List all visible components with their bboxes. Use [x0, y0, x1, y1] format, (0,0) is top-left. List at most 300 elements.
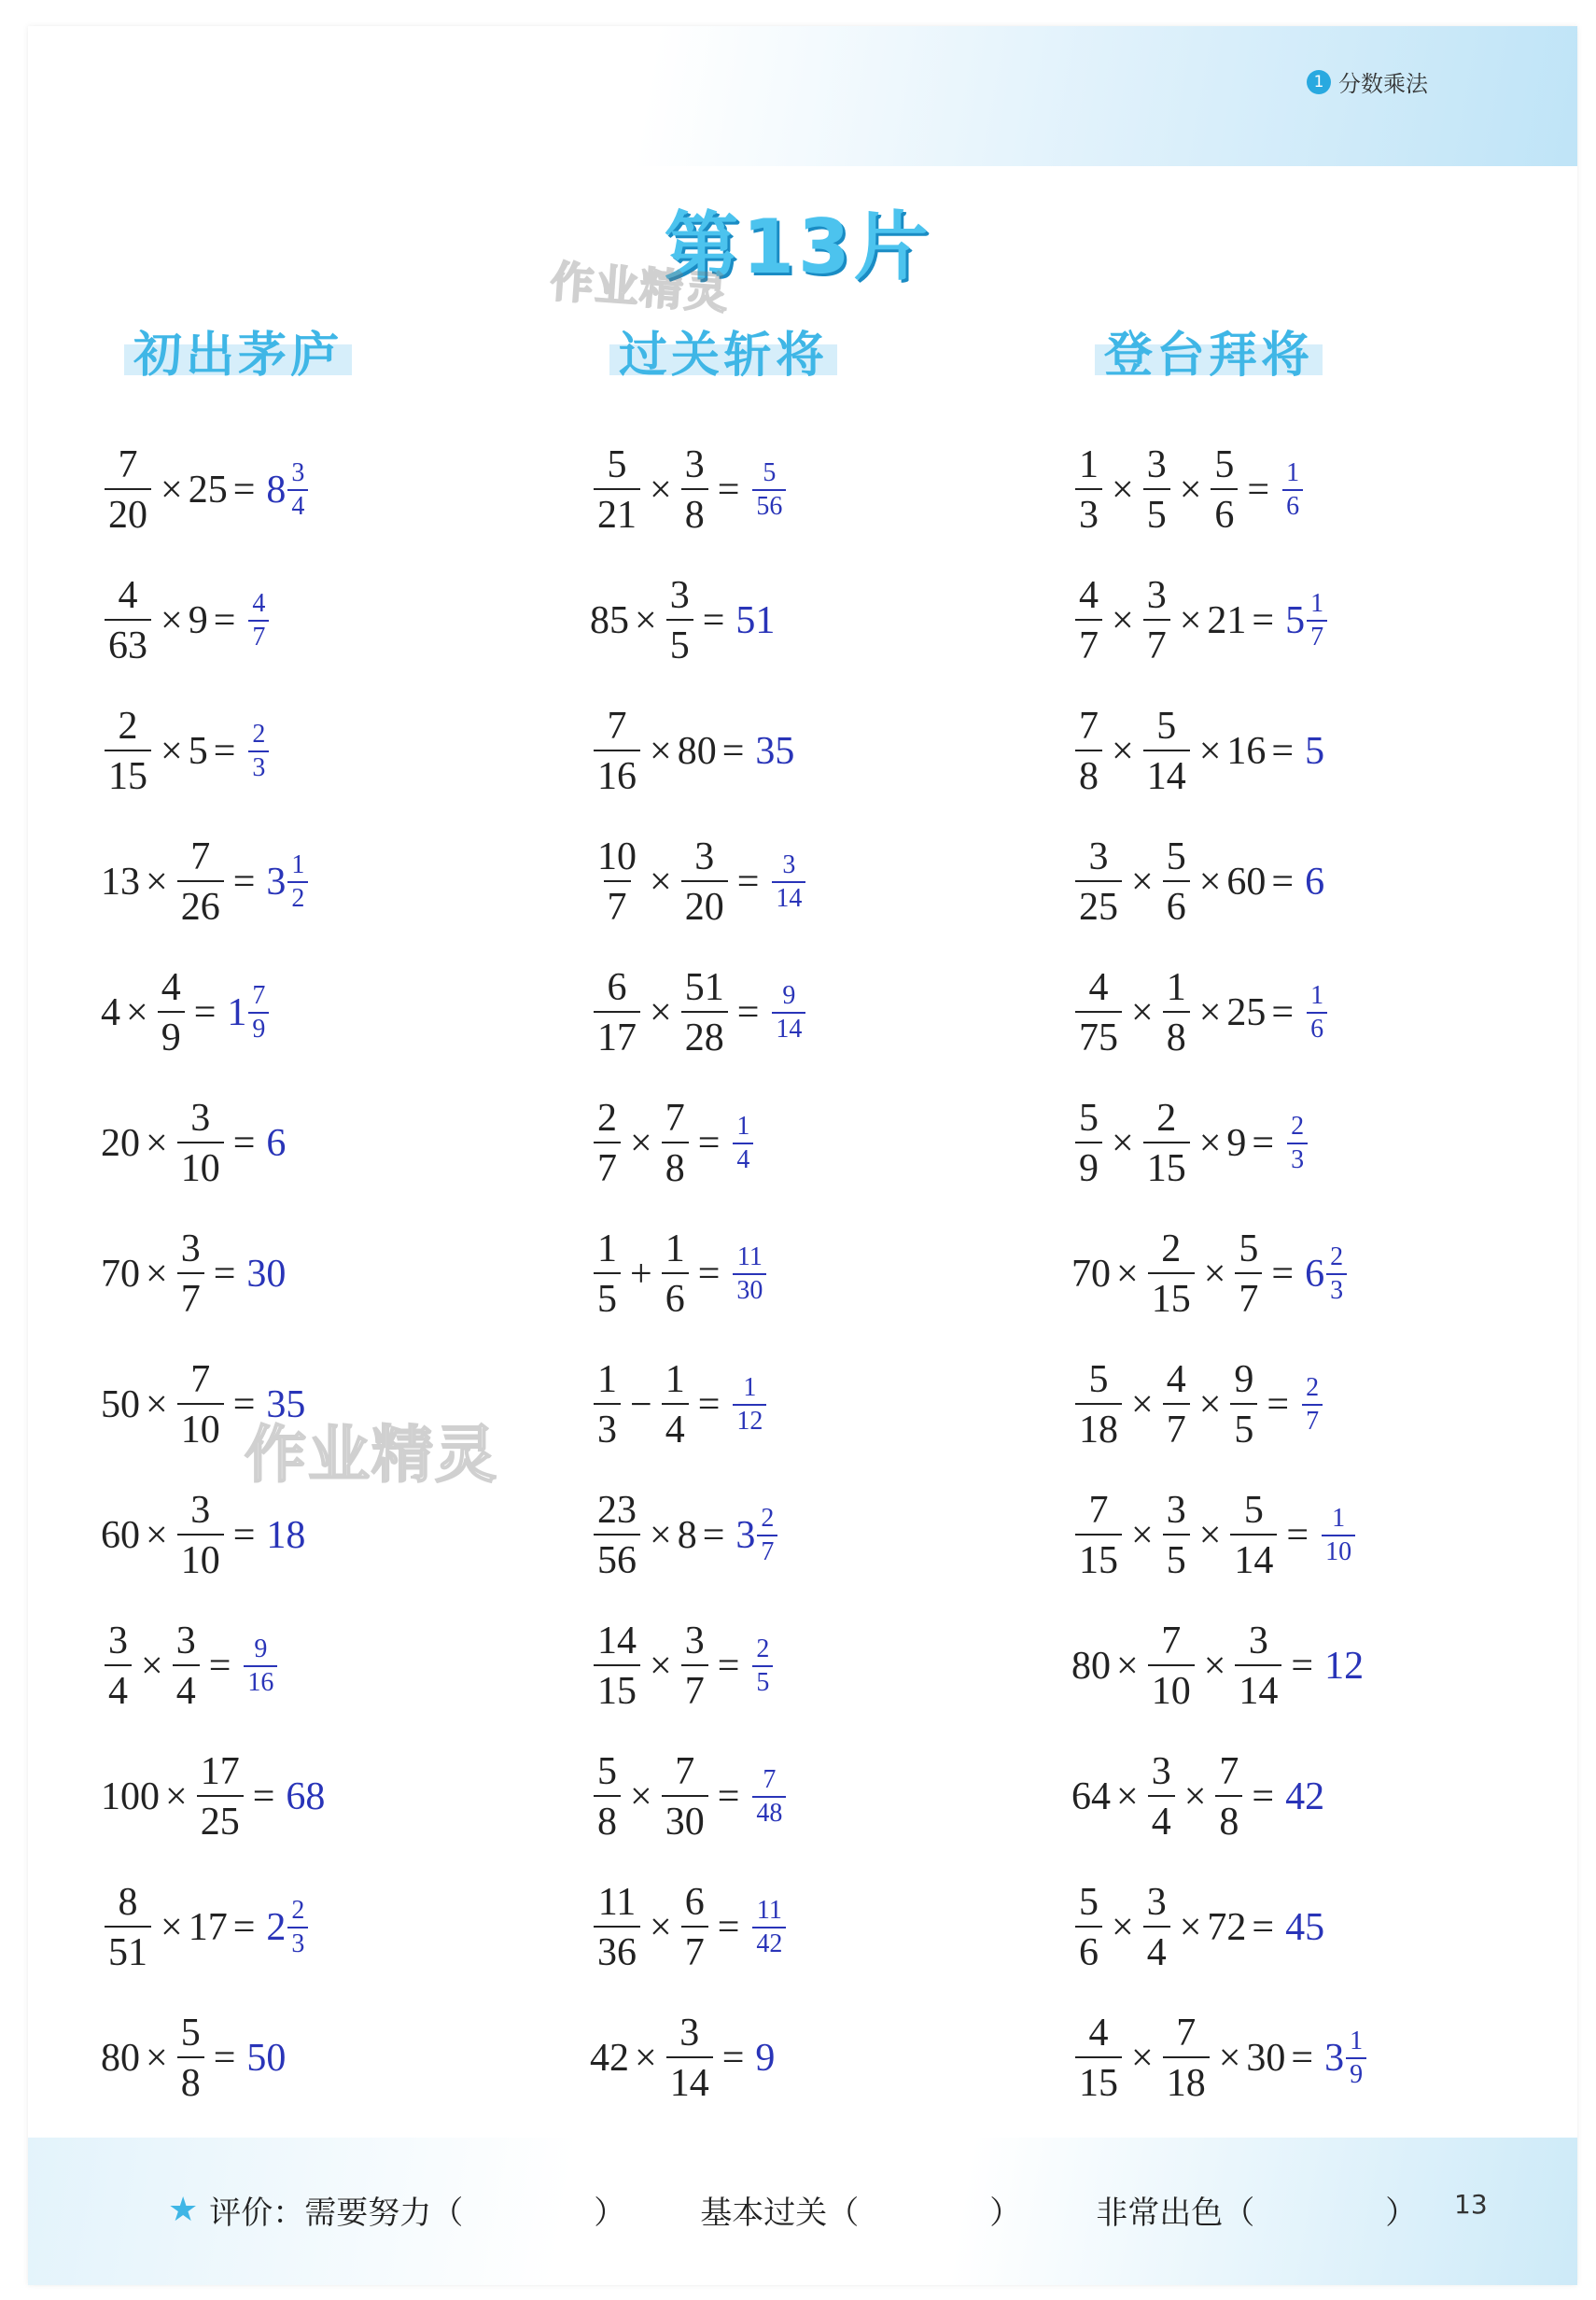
number: 64 — [1071, 1775, 1111, 1818]
denominator: 6 — [1163, 880, 1190, 927]
problem-row — [101, 1209, 325, 1339]
denominator: 15 — [105, 750, 151, 796]
column-2-problems — [590, 425, 807, 2124]
section-number: 1 — [1307, 70, 1331, 94]
numerator: 5 — [1239, 1227, 1259, 1270]
denominator: 16 — [244, 1665, 277, 1696]
number: 25 — [1226, 991, 1267, 1034]
problem-row — [101, 1993, 325, 2124]
answer — [731, 1244, 768, 1304]
equals-sign: = — [721, 2037, 745, 2080]
numerator: 7 — [252, 981, 266, 1010]
denominator: 10 — [177, 1403, 224, 1450]
problem-row — [590, 686, 807, 817]
fraction — [1075, 576, 1102, 666]
number: 60 — [101, 1514, 140, 1557]
answer-whole: 42 — [1285, 1775, 1325, 1818]
answer-whole: 51 — [735, 599, 776, 642]
fraction — [1075, 2013, 1122, 2103]
denominator: 6 — [1307, 1012, 1327, 1043]
operator: × — [146, 1122, 168, 1165]
denominator: 20 — [105, 488, 151, 535]
answer-fraction — [1322, 1506, 1355, 1565]
problem-row — [1071, 1078, 1368, 1209]
number: 80 — [1071, 1645, 1111, 1688]
numerator: 6 — [607, 966, 627, 1009]
star-icon: ★ — [168, 2191, 199, 2229]
numerator: 2 — [1330, 1242, 1344, 1271]
fraction — [1235, 1621, 1281, 1711]
answer — [1281, 460, 1305, 520]
answer-whole: 35 — [755, 730, 795, 773]
equals-sign: = — [1247, 469, 1270, 512]
answer — [1285, 1774, 1324, 1819]
denominator: 10 — [1148, 1664, 1195, 1711]
number: 72 — [1207, 1906, 1247, 1949]
numerator: 5 — [763, 458, 777, 487]
operator: × — [1198, 1122, 1222, 1165]
numerator: 5 — [1079, 1097, 1099, 1140]
answer — [1324, 1644, 1364, 1689]
numerator: 2 — [252, 720, 266, 749]
denominator: 12 — [733, 1404, 766, 1435]
denominator: 7 — [681, 1664, 708, 1711]
number: 80 — [101, 2037, 140, 2080]
numerator: 3 — [1088, 835, 1109, 878]
answer — [266, 852, 310, 912]
fraction — [1148, 1752, 1175, 1842]
answer-whole: 18 — [266, 1514, 306, 1557]
evaluation-label: 评价： — [209, 2195, 305, 2232]
equals-sign: = — [208, 1645, 231, 1688]
answer-fraction — [733, 1244, 766, 1304]
section-header — [1307, 65, 1428, 98]
operator: × — [161, 469, 183, 512]
fraction — [177, 1491, 224, 1580]
operator: × — [650, 1514, 672, 1557]
equals-sign: = — [232, 1122, 256, 1165]
operator: × — [161, 599, 183, 642]
answer-fraction — [1282, 460, 1303, 520]
answer — [1324, 2028, 1368, 2088]
numerator: 11 — [756, 1896, 782, 1925]
answer-whole: 8 — [266, 469, 287, 512]
denominator: 9 — [1346, 2057, 1366, 2088]
operator: × — [650, 1645, 672, 1688]
problem-row — [590, 425, 807, 555]
fraction — [177, 1229, 204, 1319]
equals-sign: = — [213, 599, 236, 642]
fraction — [177, 1360, 224, 1450]
numerator: 1 — [597, 1227, 617, 1270]
equals-sign: = — [232, 1906, 256, 1949]
equals-sign: = — [736, 991, 760, 1034]
number: 5 — [188, 730, 208, 773]
number: 42 — [590, 2037, 629, 2080]
answer — [266, 1898, 310, 1957]
fraction — [594, 1883, 640, 1972]
numerator: 14 — [597, 1620, 637, 1662]
denominator: 7 — [604, 880, 631, 927]
denominator: 56 — [594, 1534, 640, 1580]
number: 17 — [188, 1906, 228, 1949]
answer-fraction — [752, 460, 786, 520]
problem-row — [1071, 1601, 1368, 1732]
fraction — [1143, 576, 1170, 666]
problem-row — [590, 1209, 807, 1339]
numerator: 3 — [679, 2012, 700, 2055]
denominator: 5 — [594, 1272, 621, 1319]
denominator: 7 — [681, 1926, 708, 1972]
operator: × — [1131, 1383, 1154, 1426]
fraction — [1163, 1491, 1190, 1580]
numerator: 5 — [1156, 705, 1177, 748]
denominator: 8 — [681, 488, 708, 535]
number: 30 — [1246, 2037, 1286, 2080]
denominator: 14 — [1230, 1534, 1277, 1580]
denominator: 6 — [1282, 489, 1303, 520]
equals-sign: = — [193, 991, 217, 1034]
numerator: 4 — [1088, 2012, 1109, 2055]
operator: × — [650, 730, 672, 773]
numerator: 1 — [665, 1358, 685, 1401]
operator: × — [1112, 599, 1134, 642]
denominator: 3 — [594, 1403, 621, 1450]
fraction — [1075, 837, 1122, 927]
number: 8 — [677, 1514, 697, 1557]
denominator: 5 — [752, 1665, 773, 1696]
operator: × — [1112, 730, 1134, 773]
answer-whole: 5 — [1285, 599, 1306, 642]
numerator: 4 — [118, 574, 138, 617]
numerator: 9 — [254, 1634, 268, 1663]
fraction — [1075, 1883, 1102, 1972]
fraction — [662, 1752, 708, 1842]
answer — [266, 460, 310, 520]
answer — [770, 983, 807, 1043]
numerator: 3 — [1151, 1750, 1171, 1793]
fraction — [1148, 1621, 1195, 1711]
denominator: 21 — [594, 488, 640, 535]
numerator: 3 — [1146, 574, 1167, 617]
numerator: 5 — [1166, 835, 1186, 878]
answer-fraction — [287, 460, 308, 520]
numerator: 5 — [607, 443, 627, 486]
equals-sign: = — [697, 1253, 721, 1296]
operator: × — [1179, 1906, 1202, 1949]
problem-row — [590, 947, 807, 1078]
operator: × — [1112, 469, 1134, 512]
equals-sign: = — [232, 469, 256, 512]
fraction — [1230, 1491, 1277, 1580]
denominator: 20 — [681, 880, 728, 927]
fraction — [1143, 1883, 1170, 1972]
column-title-3: 登台拜将 — [1013, 316, 1405, 386]
numerator: 2 — [1291, 1112, 1305, 1141]
fraction — [158, 968, 185, 1058]
denominator: 15 — [1148, 1272, 1195, 1319]
equals-sign: = — [702, 599, 725, 642]
fraction — [1235, 1229, 1262, 1319]
numerator: 6 — [684, 1881, 705, 1924]
denominator: 4 — [1148, 1795, 1175, 1842]
equals-sign: = — [1252, 1775, 1275, 1818]
rating-basic-pass: 基本过关（ ） — [700, 2195, 1022, 2232]
denominator: 6 — [1211, 488, 1238, 535]
card-title: 第13片 — [664, 203, 932, 290]
answer-fraction — [248, 591, 269, 651]
problem-row — [1071, 1993, 1368, 2124]
fraction — [681, 837, 728, 927]
answer-fraction — [772, 983, 805, 1043]
answer — [750, 1636, 775, 1696]
numerator: 2 — [597, 1097, 617, 1140]
numerator: 5 — [597, 1750, 617, 1793]
answer-fraction — [1326, 1244, 1347, 1304]
problem-row — [1071, 1339, 1368, 1470]
numerator: 2 — [761, 1504, 775, 1533]
number: 70 — [1071, 1253, 1111, 1296]
operator: × — [630, 1122, 652, 1165]
number: 13 — [101, 861, 140, 904]
operator: × — [650, 469, 672, 512]
operator: × — [630, 1775, 652, 1818]
operator: × — [1131, 861, 1154, 904]
rating-needs-effort: 需要努力（ ） — [304, 2195, 626, 2232]
numerator: 3 — [190, 1097, 211, 1140]
numerator: 10 — [597, 835, 637, 878]
operator: × — [1131, 2037, 1154, 2080]
equals-sign: = — [1271, 1253, 1295, 1296]
fraction — [177, 837, 224, 927]
operator: × — [1179, 599, 1202, 642]
equals-sign: = — [1291, 1645, 1314, 1688]
problem-row — [590, 817, 807, 947]
answer-whole: 6 — [1305, 1253, 1325, 1296]
denominator: 30 — [662, 1795, 708, 1842]
numerator: 7 — [190, 1358, 211, 1401]
equals-sign: = — [717, 1906, 740, 1949]
fraction — [1143, 445, 1170, 535]
answer — [1305, 1244, 1349, 1304]
numerator: 51 — [684, 966, 724, 1009]
operator: × — [1131, 991, 1154, 1034]
fraction — [1163, 2013, 1210, 2103]
operator: × — [165, 1775, 188, 1818]
operator: × — [161, 730, 183, 773]
answer-whole: 2 — [266, 1906, 287, 1949]
page-number: 13 — [1454, 2189, 1488, 2220]
number: 25 — [188, 469, 228, 512]
operator: × — [650, 1906, 672, 1949]
numerator: 3 — [1248, 1620, 1268, 1662]
fraction — [1143, 1099, 1190, 1188]
number: 4 — [101, 991, 120, 1034]
denominator: 25 — [1075, 880, 1122, 927]
answer-whole: 12 — [1324, 1645, 1365, 1688]
operator: × — [1198, 991, 1222, 1034]
denominator: 14 — [772, 881, 805, 912]
answer-fraction — [1287, 1114, 1308, 1173]
answer-fraction — [248, 722, 269, 781]
number: 20 — [101, 1122, 140, 1165]
fraction — [594, 1752, 621, 1842]
answer-whole: 3 — [735, 1514, 756, 1557]
denominator: 16 — [594, 750, 640, 796]
problem-row — [1071, 686, 1368, 817]
fraction — [1075, 445, 1102, 535]
equals-sign: = — [717, 1645, 740, 1688]
fraction — [1075, 968, 1122, 1058]
operator: × — [1218, 2037, 1241, 2080]
fraction — [594, 1621, 640, 1711]
numerator: 5 — [1243, 1489, 1264, 1532]
fraction — [681, 1621, 708, 1711]
numerator: 1 — [1332, 1504, 1346, 1533]
numerator: 3 — [1146, 443, 1167, 486]
fraction — [594, 837, 640, 927]
numerator: 1 — [1310, 981, 1324, 1010]
denominator: 7 — [1143, 619, 1170, 666]
operator: × — [1112, 1906, 1134, 1949]
rating-excellent: 非常出色（ ） — [1096, 2195, 1418, 2232]
numerator: 7 — [1219, 1750, 1239, 1793]
answer-fraction — [1302, 1375, 1323, 1435]
numerator: 1 — [1166, 966, 1186, 1009]
numerator: 7 — [118, 443, 138, 486]
numerator: 2 — [291, 1896, 305, 1925]
fraction — [1148, 1229, 1195, 1319]
equals-sign: = — [717, 469, 740, 512]
denominator: 2 — [287, 881, 308, 912]
operator: × — [1198, 1383, 1222, 1426]
numerator: 2 — [1306, 1373, 1320, 1402]
answer — [770, 852, 807, 912]
problem-row — [1071, 947, 1368, 1078]
operator: × — [1116, 1253, 1139, 1296]
equals-sign: = — [213, 1253, 236, 1296]
equals-sign: = — [252, 1775, 275, 1818]
numerator: 7 — [1079, 705, 1099, 748]
watermark-middle: 作业精灵 — [245, 1419, 498, 1491]
operator: × — [635, 599, 657, 642]
equals-sign: = — [1271, 730, 1295, 773]
fraction — [105, 1883, 151, 1972]
denominator: 9 — [1075, 1142, 1102, 1188]
answer-fraction — [733, 1375, 766, 1435]
denominator: 42 — [752, 1927, 786, 1957]
operator: × — [126, 991, 148, 1034]
fraction — [681, 968, 728, 1058]
answer — [227, 983, 271, 1043]
numerator: 3 — [1146, 1881, 1167, 1924]
problem-row — [101, 947, 325, 1078]
numerator: 9 — [782, 981, 796, 1010]
denominator: 8 — [1215, 1795, 1242, 1842]
equals-sign: = — [1252, 1906, 1275, 1949]
answer — [246, 1252, 286, 1297]
denominator: 4 — [662, 1403, 689, 1450]
answer-fraction — [752, 1767, 786, 1827]
numerator: 5 — [1079, 1881, 1099, 1924]
numerator: 3 — [694, 835, 715, 878]
denominator: 14 — [772, 1012, 805, 1043]
numerator: 3 — [1166, 1489, 1186, 1532]
denominator: 18 — [1163, 2056, 1210, 2103]
answer — [731, 1114, 755, 1173]
numerator: 3 — [782, 850, 796, 879]
denominator: 7 — [1235, 1272, 1262, 1319]
answer-fraction — [772, 852, 805, 912]
denominator: 4 — [1143, 1926, 1170, 1972]
denominator: 3 — [1287, 1143, 1308, 1173]
numerator: 7 — [1176, 2012, 1197, 2055]
numerator: 7 — [1161, 1620, 1182, 1662]
answer — [246, 722, 271, 781]
operator: − — [630, 1383, 652, 1426]
numerator: 4 — [1079, 574, 1099, 617]
answer-fraction — [752, 1898, 786, 1957]
answer — [1285, 1114, 1309, 1173]
denominator: 36 — [594, 1926, 640, 1972]
denominator: 3 — [1075, 488, 1102, 535]
fraction — [1163, 837, 1190, 927]
answer — [750, 460, 788, 520]
denominator: 7 — [1163, 1403, 1190, 1450]
equals-sign: = — [1286, 1514, 1309, 1557]
fraction — [662, 1099, 689, 1188]
section-name: 分数乘法 — [1338, 71, 1428, 97]
denominator: 10 — [177, 1534, 224, 1580]
denominator: 17 — [594, 1011, 640, 1058]
numerator: 5 — [180, 2012, 201, 2055]
denominator: 5 — [1163, 1534, 1190, 1580]
numerator: 1 — [743, 1373, 757, 1402]
answer-whole: 3 — [266, 861, 287, 904]
numerator: 4 — [252, 589, 266, 618]
fraction — [1215, 1752, 1242, 1842]
numerator: 3 — [291, 458, 305, 487]
answer — [246, 591, 271, 651]
denominator: 7 — [248, 620, 269, 651]
number: 100 — [101, 1775, 160, 1818]
answer — [755, 2036, 775, 2081]
problem-row — [590, 1862, 807, 1993]
denominator: 8 — [662, 1142, 689, 1188]
numerator: 1 — [665, 1227, 685, 1270]
equals-sign: = — [232, 861, 256, 904]
numerator: 2 — [756, 1634, 770, 1663]
watermark-top: 作业精灵 — [549, 256, 732, 319]
number: 70 — [101, 1253, 140, 1296]
answer — [1300, 1375, 1324, 1435]
denominator: 75 — [1075, 1011, 1122, 1058]
numerator: 3 — [108, 1620, 128, 1662]
equals-sign: = — [697, 1383, 721, 1426]
denominator: 56 — [752, 489, 786, 520]
fraction — [105, 1621, 132, 1711]
denominator: 15 — [1075, 2056, 1122, 2103]
operator: × — [1198, 730, 1222, 773]
problem-row — [101, 1862, 325, 1993]
numerator: 2 — [118, 705, 138, 748]
operator: × — [1116, 1645, 1139, 1688]
fraction — [594, 968, 640, 1058]
answer — [246, 2036, 286, 2081]
problem-row — [590, 1470, 807, 1601]
equals-sign: = — [717, 1775, 740, 1818]
numerator: 8 — [118, 1881, 138, 1924]
